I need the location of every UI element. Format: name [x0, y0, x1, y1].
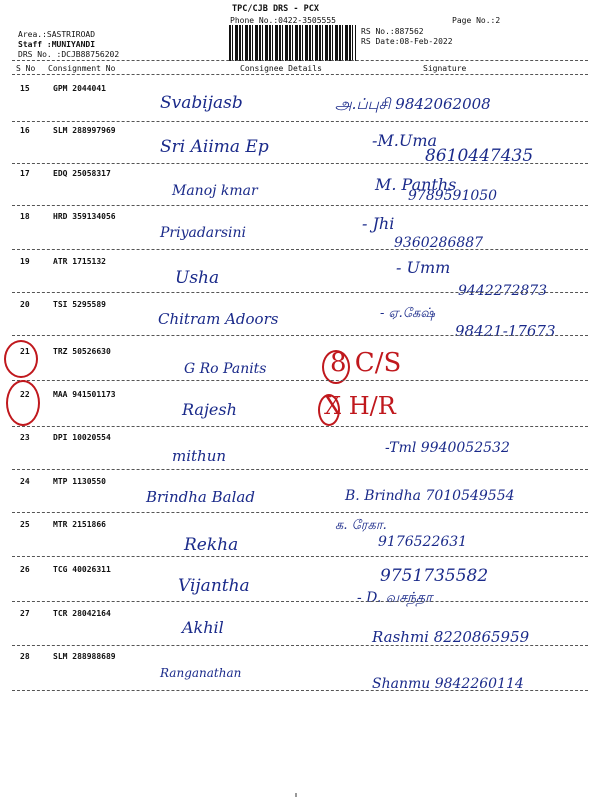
row-divider — [12, 249, 588, 250]
row-sno: 27 — [20, 609, 30, 618]
column-header-consignee: Consignee Details — [240, 64, 322, 73]
consignee-name: Brindha Balad — [146, 488, 255, 506]
staff-label: Staff :MUNIYANDI — [18, 40, 96, 49]
row-sno: 16 — [20, 126, 30, 135]
row-sno: 28 — [20, 652, 30, 661]
row-consignment: MAA 941501173 — [53, 390, 116, 399]
barcode — [229, 25, 356, 61]
row-consignment: ATR 1715132 — [53, 257, 106, 266]
signature: - Umm — [396, 258, 451, 277]
row-consignment: EDQ 25058317 — [53, 169, 111, 178]
signature-phone: 9789591050 — [408, 188, 498, 204]
signature: - Jhi — [362, 214, 395, 233]
consignee-name: Rajesh — [182, 400, 237, 419]
row-divider — [12, 512, 588, 513]
row-sno: 22 — [20, 390, 30, 399]
signature-phone: 9751735582 — [380, 566, 489, 586]
header-divider — [12, 60, 588, 61]
column-header-consignment: Consignment No — [48, 64, 116, 73]
signature: - D. வசந்தா — [357, 590, 433, 606]
red-circle-mark — [4, 340, 38, 378]
row-consignment: TRZ 50526630 — [53, 347, 111, 356]
consignee-name: Akhil — [182, 618, 224, 637]
row-sno: 23 — [20, 433, 30, 442]
row-divider — [12, 205, 588, 206]
rs-date: RS Date:08-Feb-2022 — [361, 37, 453, 46]
signature-phone: 9176522631 — [378, 534, 468, 550]
row-sno: 17 — [20, 169, 30, 178]
consignee-name: Chitram Adoors — [158, 310, 279, 328]
row-consignment: TCG 40026311 — [53, 565, 111, 574]
consignee-name: Ranganathan — [160, 666, 242, 680]
signature: Rashmi 8220865959 — [372, 628, 530, 646]
consignee-name: Svabijasb — [160, 93, 243, 113]
column-header-signature: Signature — [423, 64, 467, 73]
row-divider — [12, 163, 588, 164]
row-sno: 25 — [20, 520, 30, 529]
signature-remark: X H/R — [324, 392, 396, 420]
rs-number: RS No.:887562 — [361, 27, 424, 36]
column-header-sno: S No — [16, 64, 36, 73]
signature: க. ரேகா. — [335, 518, 387, 533]
row-consignment: SLM 288997969 — [53, 126, 116, 135]
signature-remark: 8 C/S — [330, 348, 402, 378]
row-divider — [12, 335, 588, 336]
signature: M. Panths — [375, 175, 457, 194]
row-consignment: SLM 288988689 — [53, 652, 116, 661]
row-sno: 24 — [20, 477, 30, 486]
consignee-name: Rekha — [184, 535, 239, 555]
row-divider — [12, 556, 588, 557]
signature: அ.ப்புசி 9842062008 — [335, 95, 491, 113]
row-divider — [12, 292, 588, 293]
signature-phone: 9442272873 — [458, 283, 548, 299]
row-sno: 26 — [20, 565, 30, 574]
document-title: TPC/CJB DRS - PCX — [232, 4, 319, 14]
row-divider — [12, 380, 588, 381]
signature-phone: 9360286887 — [394, 235, 484, 251]
row-divider — [12, 426, 588, 427]
phone-number: Phone No.:0422-3505555 — [230, 16, 336, 25]
red-circle-mark — [6, 380, 40, 426]
signature-phone: 98421-17673 — [455, 322, 556, 340]
column-header-divider — [12, 74, 588, 75]
row-consignment: HRD 359134056 — [53, 212, 116, 221]
row-divider — [12, 121, 588, 122]
consignee-name: mithun — [172, 447, 227, 465]
signature: -Tml 9940052532 — [385, 440, 510, 456]
signature: Shanmu 9842260114 — [372, 676, 524, 692]
signature: B. Brindha 7010549554 — [345, 488, 515, 504]
signature: - ஏ.கேஷ் — [380, 306, 435, 321]
row-sno: 21 — [20, 347, 30, 356]
consignee-name: Priyadarsini — [160, 225, 247, 241]
row-divider — [12, 690, 588, 691]
page-number: Page No.:2 — [452, 16, 501, 25]
consignee-name: Sri Aiima Ep — [160, 137, 269, 157]
consignee-name: Manoj kmar — [172, 183, 258, 199]
row-sno: 15 — [20, 84, 30, 93]
row-divider — [12, 601, 588, 602]
row-divider — [12, 469, 588, 470]
row-consignment: TCR 28042164 — [53, 609, 111, 618]
consignee-name: G Ro Panits — [184, 361, 267, 377]
row-consignment: DPI 10020554 — [53, 433, 111, 442]
scan-mark — [295, 793, 297, 797]
area-label: Area.:SASTRIROAD — [18, 30, 96, 39]
row-consignment: GPM 2044041 — [53, 84, 106, 93]
row-sno: 18 — [20, 212, 30, 221]
row-sno: 19 — [20, 257, 30, 266]
drs-number: DRS No. :DCJB88756202 — [18, 50, 120, 59]
row-sno: 20 — [20, 300, 30, 309]
row-divider — [12, 645, 588, 646]
row-consignment: MTR 2151866 — [53, 520, 106, 529]
consignee-name: Usha — [175, 268, 220, 288]
signature-phone: 8610447435 — [425, 146, 534, 166]
signature: -M.Uma — [372, 131, 438, 150]
row-consignment: MTP 1130550 — [53, 477, 106, 486]
consignee-name: Vijantha — [178, 576, 250, 596]
row-consignment: TSI 5295589 — [53, 300, 106, 309]
